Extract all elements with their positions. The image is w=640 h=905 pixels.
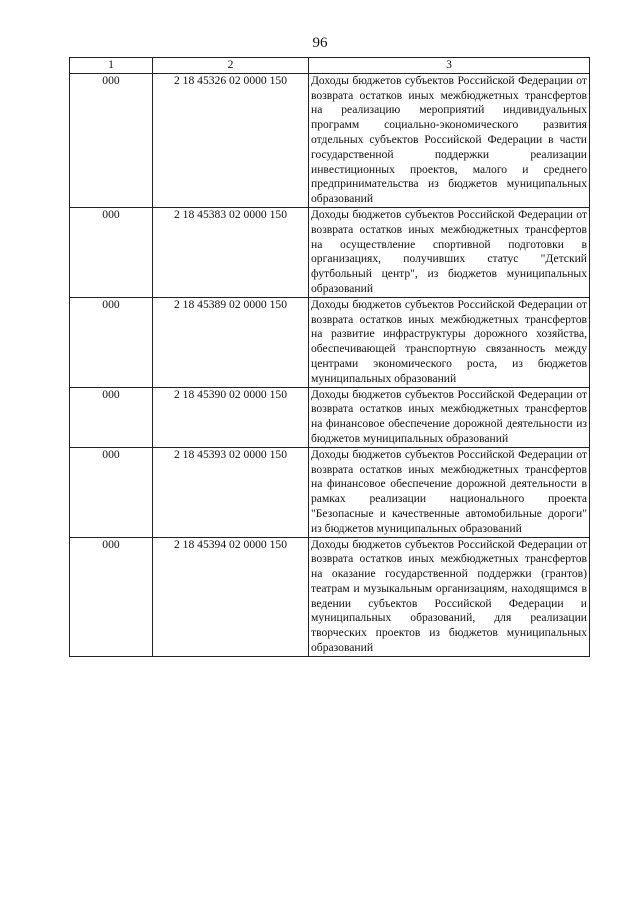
column-header-1: 1 — [70, 58, 153, 74]
kbk-code-cell: 2 18 45389 02 0000 150 — [153, 297, 309, 387]
admin-code-cell: 000 — [70, 207, 153, 297]
kbk-code-cell: 2 18 45383 02 0000 150 — [153, 207, 309, 297]
kbk-code-cell: 2 18 45394 02 0000 150 — [153, 537, 309, 656]
kbk-code-cell: 2 18 45326 02 0000 150 — [153, 73, 309, 207]
column-header-3: 3 — [309, 58, 590, 74]
table-row — [70, 207, 590, 297]
table-row — [70, 297, 590, 387]
budget-revenue-table — [69, 57, 590, 657]
admin-code-cell: 000 — [70, 297, 153, 387]
kbk-code-cell: 2 18 45390 02 0000 150 — [153, 387, 309, 447]
description-cell: Доходы бюджетов субъектов Российской Федерации от возврата остатков иных межбюджетных трансфертов на финансовое обеспечение дорожной деятельности из бюджетов муниципальных образований — [309, 387, 590, 447]
page-number: 96 — [312, 35, 328, 51]
admin-code-cell: 000 — [70, 537, 153, 656]
admin-code-cell: 000 — [70, 447, 153, 537]
table-row — [70, 387, 590, 447]
description-cell: Доходы бюджетов субъектов Российской Федерации от возврата остатков иных межбюджетных трансфертов на оказание государственной поддержки (грантов) театрам и музыкальным организациям, находящимся в ведении субъектов Российской Федерации и муниципальных образований, для реализации творческих проектов из бюджетов муниципальных образований — [309, 537, 590, 656]
description-cell: Доходы бюджетов субъектов Российской Федерации от возврата остатков иных межбюджетных трансфертов на реализацию мероприятий индивидуальных программ социально-экономического развития отдельных субъектов Российской Федерации в части государственной поддержки реализации инвестиционных проектов, малого и среднего предпринимательства из бюджетов муниципальных образований — [309, 73, 590, 207]
admin-code-cell: 000 — [70, 73, 153, 207]
description-cell: Доходы бюджетов субъектов Российской Федерации от возврата остатков иных межбюджетных трансфертов на финансовое обеспечение дорожной деятельности в рамках реализации национального проекта "Безопасные и качественные автомобильные дороги" из бюджетов муниципальных образований — [309, 447, 590, 537]
table-row — [70, 537, 590, 656]
column-header-2: 2 — [153, 58, 309, 74]
table-row — [70, 73, 590, 207]
kbk-code-cell: 2 18 45393 02 0000 150 — [153, 447, 309, 537]
admin-code-cell: 000 — [70, 387, 153, 447]
table-row — [70, 447, 590, 537]
description-cell: Доходы бюджетов субъектов Российской Федерации от возврата остатков иных межбюджетных трансфертов на осуществление спортивной подготовки в организациях, получивших статус "Детский футбольный центр", из бюджетов муниципальных образований — [309, 207, 590, 297]
table-header-row — [70, 58, 590, 74]
description-cell: Доходы бюджетов субъектов Российской Федерации от возврата остатков иных межбюджетных трансфертов на развитие инфраструктуры дорожного хозяйства, обеспечивающей транспортную связанность между центрами экономического роста, из бюджетов муниципальных образований — [309, 297, 590, 387]
